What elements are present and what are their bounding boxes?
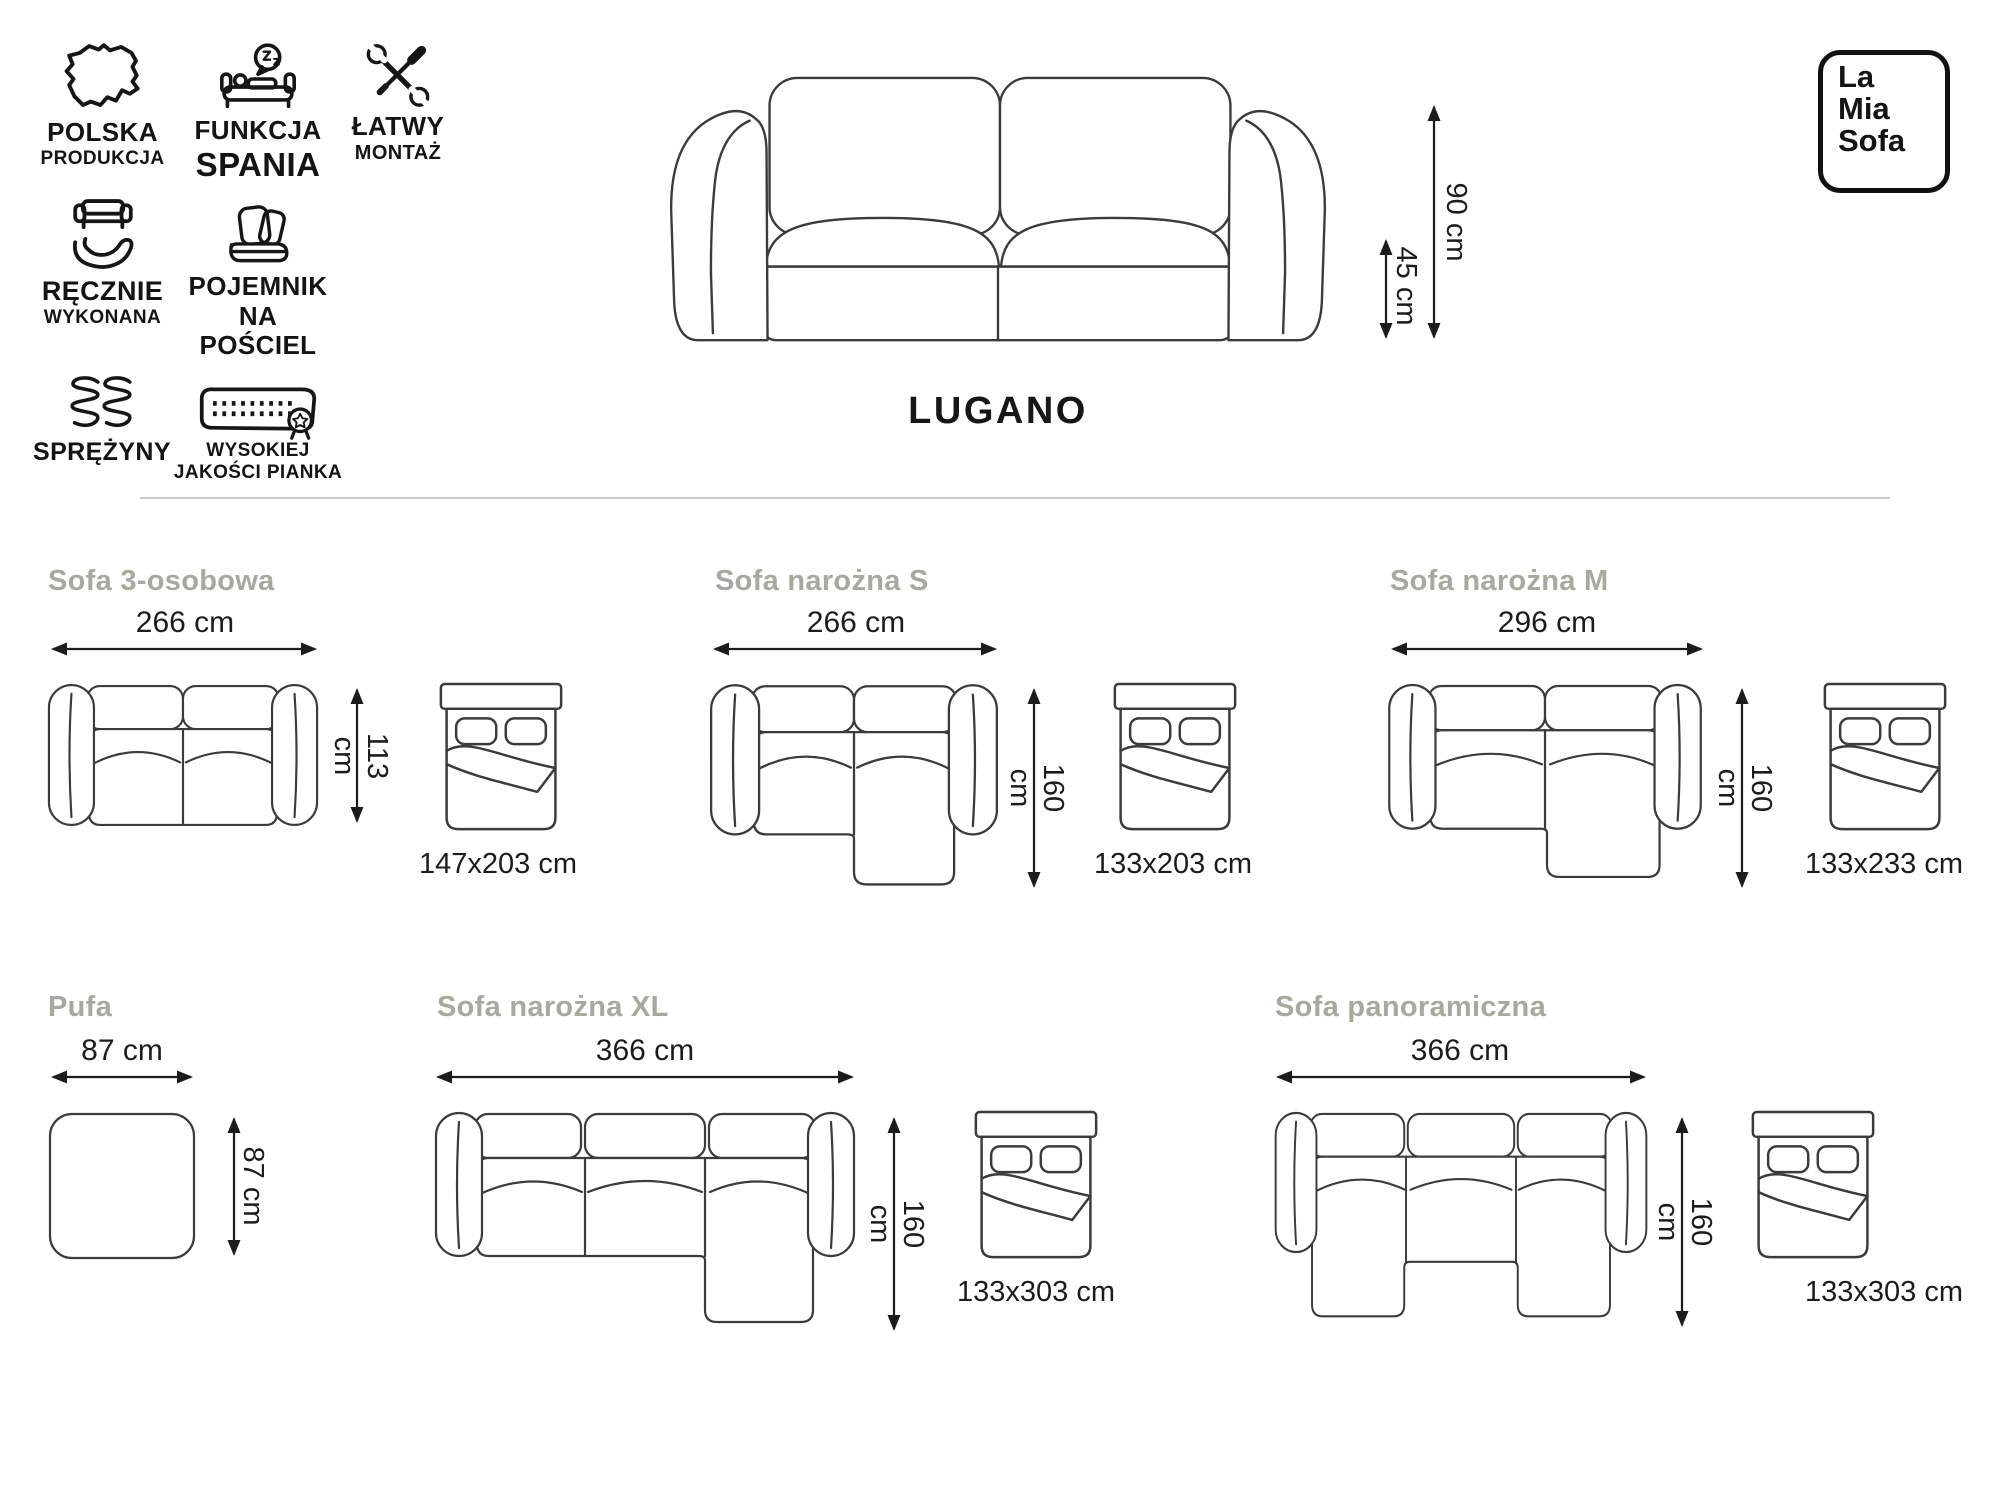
badge-sublabel: JAKOŚCI PIANKA xyxy=(173,461,343,483)
variant-depth-label: 87 cm xyxy=(237,1146,269,1226)
bed-icon xyxy=(973,1108,1099,1263)
logo-line: Sofa xyxy=(1838,123,1906,159)
total-height-label: 90 cm xyxy=(1440,182,1472,262)
badge-sublabel: SPANIA xyxy=(195,145,321,183)
badge-funkcja-spania xyxy=(183,42,333,183)
variant-title: Sofa narożna XL xyxy=(437,991,669,1023)
variant-title: Sofa narożna S xyxy=(715,565,929,597)
sofa-top-view xyxy=(433,1110,857,1334)
main-sofa-front-view xyxy=(650,62,1346,360)
brand-logo xyxy=(1818,50,1950,193)
bed-size-label: 133x303 cm xyxy=(957,1276,1115,1308)
variant-title: Sofa narożna M xyxy=(1390,565,1609,597)
width-arrow xyxy=(50,1069,194,1085)
bed-icon xyxy=(1112,680,1238,835)
sofa-top-view xyxy=(46,682,320,829)
bedding-container-icon xyxy=(216,200,300,272)
variant-depth-label: 160 cm xyxy=(1004,763,1069,813)
width-arrow xyxy=(435,1069,855,1085)
badge-label: SPRĘŻYNY xyxy=(33,438,171,466)
variant-depth-label: 113 cm xyxy=(328,732,393,780)
bed-icon xyxy=(1750,1108,1876,1263)
product-name: LUGANO xyxy=(908,390,1088,432)
width-arrow xyxy=(50,641,318,657)
badge-label: ŁATWY xyxy=(351,111,445,141)
badge-sprezyny xyxy=(33,374,171,467)
variant-width-label: 266 cm xyxy=(806,606,906,639)
badge-label: POJEMNIK xyxy=(188,271,328,301)
badge-sublabel: PRODUKCJA xyxy=(40,147,165,169)
badge-polska-produkcja xyxy=(30,40,175,169)
sofa-top-view xyxy=(1273,1110,1649,1328)
sofa-top-view xyxy=(1386,682,1704,888)
badge-label: FUNKCJA xyxy=(194,115,322,145)
variant-title: Sofa panoramiczna xyxy=(1275,991,1546,1023)
badge-sublabel: NA POŚCIEL xyxy=(199,300,317,361)
badge-latwy-montaz xyxy=(342,42,454,164)
handmade-sofa-hand-icon xyxy=(59,196,147,276)
variant-depth-label: 160 cm xyxy=(1652,1197,1717,1247)
seat-height-label: 45 cm xyxy=(1390,246,1422,326)
easy-assembly-tools-icon xyxy=(360,42,436,112)
variant-title: Sofa 3-osobowa xyxy=(48,565,275,597)
variant-depth-label: 160 cm xyxy=(1712,763,1777,813)
variant-title: Pufa xyxy=(48,991,113,1023)
variant-depth-label: 160 cm xyxy=(864,1199,929,1249)
bed-size-label: 133x233 cm xyxy=(1805,848,1963,880)
variant-width-label: 296 cm xyxy=(1497,606,1597,639)
poland-map-icon xyxy=(58,40,148,118)
badge-recznie-wykonana xyxy=(30,196,175,328)
badge-label: POLSKA xyxy=(47,117,158,147)
quality-foam-icon xyxy=(191,380,325,440)
logo-line: Mia xyxy=(1838,91,1890,127)
variant-width-label: 366 cm xyxy=(595,1034,695,1067)
logo-line: La xyxy=(1838,59,1875,94)
bed-icon xyxy=(438,680,564,835)
variant-width-label: 266 cm xyxy=(135,606,235,639)
width-arrow xyxy=(1275,1069,1647,1085)
pouf-top-view xyxy=(47,1111,197,1261)
badge-label: WYSOKIEJ xyxy=(206,440,310,461)
badge-wysokiej-jakosci-pianka xyxy=(158,380,358,483)
sofa-top-view xyxy=(708,682,1000,896)
width-arrow xyxy=(712,641,998,657)
badge-sublabel: MONTAŻ xyxy=(354,141,442,164)
section-divider xyxy=(140,497,1890,499)
width-arrow xyxy=(1390,641,1704,657)
badge-sublabel: WYKONANA xyxy=(43,306,162,328)
variant-width-label: 87 cm xyxy=(81,1034,163,1067)
variant-width-label: 366 cm xyxy=(1410,1034,1510,1067)
badge-pojemnik-na-posciel xyxy=(183,200,333,361)
bed-size-label: 133x303 cm xyxy=(1805,1276,1963,1308)
bed-size-label: 147x203 cm xyxy=(419,848,577,880)
springs-icon xyxy=(59,374,143,438)
sleep-function-icon xyxy=(214,42,302,116)
bed-icon xyxy=(1822,680,1948,835)
badge-label: RĘCZNIE xyxy=(41,276,164,306)
bed-size-label: 133x203 cm xyxy=(1094,848,1252,880)
